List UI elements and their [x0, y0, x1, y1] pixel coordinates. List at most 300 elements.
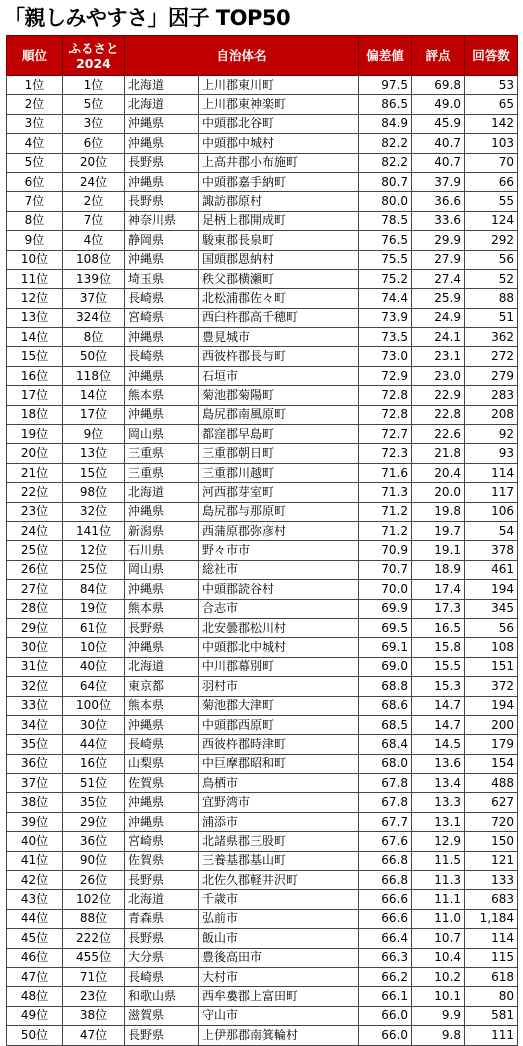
cell-score: 10.2: [412, 967, 465, 986]
cell-rank: 43位: [7, 890, 63, 909]
cell-deviation: 66.1: [359, 987, 412, 1006]
table-row: [7, 172, 518, 191]
cell-responses: 53: [465, 76, 518, 95]
cell-score: 15.5: [412, 657, 465, 676]
cell-rank: 35位: [7, 735, 63, 754]
cell-rank: 24位: [7, 521, 63, 540]
cell-municipality: 中巨摩郡昭和町: [199, 754, 359, 773]
header-responses: 回答数: [465, 36, 518, 76]
cell-deviation: 66.4: [359, 929, 412, 948]
cell-rank: 7位: [7, 192, 63, 211]
ranking-table: [6, 35, 518, 1046]
cell-responses: 54: [465, 521, 518, 540]
cell-rank: 17位: [7, 386, 63, 405]
cell-rank: 27位: [7, 580, 63, 599]
cell-furusato-rank: 8位: [63, 328, 125, 347]
cell-rank: 44位: [7, 909, 63, 928]
table-row: [7, 774, 518, 793]
cell-score: 9.8: [412, 1026, 465, 1045]
table-row: [7, 347, 518, 366]
cell-deviation: 67.8: [359, 774, 412, 793]
cell-prefecture: 沖縄県: [125, 405, 199, 424]
cell-furusato-rank: 23位: [63, 987, 125, 1006]
table-body: [7, 76, 518, 1046]
cell-prefecture: 沖縄県: [125, 812, 199, 831]
cell-prefecture: 北海道: [125, 76, 199, 95]
table-row: [7, 929, 518, 948]
table-row: [7, 502, 518, 521]
cell-furusato-rank: 102位: [63, 890, 125, 909]
cell-prefecture: 北海道: [125, 657, 199, 676]
cell-responses: 142: [465, 114, 518, 133]
cell-score: 25.9: [412, 289, 465, 308]
cell-rank: 48位: [7, 987, 63, 1006]
cell-prefecture: 沖縄県: [125, 328, 199, 347]
cell-score: 18.9: [412, 560, 465, 579]
cell-deviation: 70.7: [359, 560, 412, 579]
table-row: [7, 95, 518, 114]
cell-municipality: 上川郡東神楽町: [199, 95, 359, 114]
cell-responses: 108: [465, 638, 518, 657]
cell-prefecture: 山梨県: [125, 754, 199, 773]
cell-prefecture: 和歌山県: [125, 987, 199, 1006]
cell-responses: 194: [465, 696, 518, 715]
cell-rank: 37位: [7, 774, 63, 793]
cell-score: 27.9: [412, 250, 465, 269]
cell-deviation: 71.2: [359, 521, 412, 540]
cell-furusato-rank: 84位: [63, 580, 125, 599]
cell-deviation: 73.9: [359, 308, 412, 327]
cell-responses: 627: [465, 793, 518, 812]
cell-responses: 56: [465, 250, 518, 269]
cell-responses: 283: [465, 386, 518, 405]
cell-deviation: 68.5: [359, 715, 412, 734]
cell-furusato-rank: 40位: [63, 657, 125, 676]
table-row: [7, 463, 518, 482]
cell-furusato-rank: 7位: [63, 211, 125, 230]
cell-responses: 92: [465, 425, 518, 444]
cell-furusato-rank: 24位: [63, 172, 125, 191]
cell-deviation: 67.8: [359, 793, 412, 812]
cell-deviation: 68.6: [359, 696, 412, 715]
cell-responses: 114: [465, 929, 518, 948]
cell-municipality: 駿東郡長泉町: [199, 231, 359, 250]
cell-prefecture: 長野県: [125, 929, 199, 948]
cell-score: 15.3: [412, 677, 465, 696]
table-row: [7, 948, 518, 967]
cell-rank: 36位: [7, 754, 63, 773]
cell-rank: 34位: [7, 715, 63, 734]
cell-score: 13.4: [412, 774, 465, 793]
cell-deviation: 69.0: [359, 657, 412, 676]
table-row: [7, 618, 518, 637]
cell-score: 15.8: [412, 638, 465, 657]
cell-prefecture: 沖縄県: [125, 134, 199, 153]
cell-municipality: 中頭郡中城村: [199, 134, 359, 153]
table-row: [7, 521, 518, 540]
cell-score: 19.1: [412, 541, 465, 560]
cell-responses: 200: [465, 715, 518, 734]
table-row: [7, 231, 518, 250]
cell-furusato-rank: 30位: [63, 715, 125, 734]
cell-prefecture: 沖縄県: [125, 580, 199, 599]
cell-responses: 372: [465, 677, 518, 696]
cell-deviation: 75.5: [359, 250, 412, 269]
cell-responses: 52: [465, 269, 518, 288]
table-row: [7, 812, 518, 831]
table-header-row: [7, 36, 518, 76]
cell-rank: 11位: [7, 269, 63, 288]
cell-furusato-rank: 50位: [63, 347, 125, 366]
cell-deviation: 73.5: [359, 328, 412, 347]
table-row: [7, 832, 518, 851]
cell-score: 14.5: [412, 735, 465, 754]
cell-score: 19.8: [412, 502, 465, 521]
cell-furusato-rank: 10位: [63, 638, 125, 657]
cell-municipality: 宜野湾市: [199, 793, 359, 812]
cell-municipality: 菊池郡菊陽町: [199, 386, 359, 405]
cell-prefecture: 長崎県: [125, 289, 199, 308]
cell-rank: 25位: [7, 541, 63, 560]
cell-responses: 488: [465, 774, 518, 793]
table-row: [7, 696, 518, 715]
cell-rank: 39位: [7, 812, 63, 831]
cell-responses: 345: [465, 599, 518, 618]
cell-prefecture: 熊本県: [125, 599, 199, 618]
cell-furusato-rank: 2位: [63, 192, 125, 211]
cell-responses: 88: [465, 289, 518, 308]
cell-prefecture: 長崎県: [125, 347, 199, 366]
cell-deviation: 66.3: [359, 948, 412, 967]
cell-rank: 31位: [7, 657, 63, 676]
table-row: [7, 987, 518, 1006]
cell-deviation: 72.8: [359, 386, 412, 405]
cell-responses: 683: [465, 890, 518, 909]
table-row: [7, 793, 518, 812]
cell-furusato-rank: 100位: [63, 696, 125, 715]
table-row: [7, 754, 518, 773]
table-row: [7, 114, 518, 133]
cell-furusato-rank: 5位: [63, 95, 125, 114]
table-row: [7, 153, 518, 172]
cell-responses: 194: [465, 580, 518, 599]
table-row: [7, 405, 518, 424]
cell-deviation: 78.5: [359, 211, 412, 230]
cell-responses: 80: [465, 987, 518, 1006]
cell-furusato-rank: 90位: [63, 851, 125, 870]
cell-prefecture: 北海道: [125, 95, 199, 114]
cell-score: 36.6: [412, 192, 465, 211]
cell-prefecture: 北海道: [125, 483, 199, 502]
table-row: [7, 1026, 518, 1045]
cell-prefecture: 神奈川県: [125, 211, 199, 230]
cell-score: 17.4: [412, 580, 465, 599]
cell-prefecture: 三重県: [125, 463, 199, 482]
cell-responses: 378: [465, 541, 518, 560]
cell-municipality: 中頭郡西原町: [199, 715, 359, 734]
cell-responses: 106: [465, 502, 518, 521]
cell-prefecture: 熊本県: [125, 696, 199, 715]
cell-prefecture: 沖縄県: [125, 715, 199, 734]
cell-prefecture: 長野県: [125, 192, 199, 211]
cell-responses: 208: [465, 405, 518, 424]
table-row: [7, 967, 518, 986]
table-row: [7, 211, 518, 230]
cell-furusato-rank: 61位: [63, 618, 125, 637]
table-row: [7, 328, 518, 347]
cell-prefecture: 沖縄県: [125, 366, 199, 385]
cell-deviation: 67.7: [359, 812, 412, 831]
cell-prefecture: 三重県: [125, 444, 199, 463]
table-row: [7, 890, 518, 909]
cell-deviation: 69.5: [359, 618, 412, 637]
cell-responses: 133: [465, 871, 518, 890]
cell-deviation: 69.9: [359, 599, 412, 618]
cell-municipality: 大村市: [199, 967, 359, 986]
cell-score: 20.0: [412, 483, 465, 502]
cell-prefecture: 長野県: [125, 618, 199, 637]
table-row: [7, 851, 518, 870]
cell-score: 22.6: [412, 425, 465, 444]
cell-prefecture: 長野県: [125, 871, 199, 890]
cell-prefecture: 宮崎県: [125, 832, 199, 851]
cell-rank: 12位: [7, 289, 63, 308]
cell-furusato-rank: 35位: [63, 793, 125, 812]
cell-rank: 10位: [7, 250, 63, 269]
cell-furusato-rank: 455位: [63, 948, 125, 967]
cell-deviation: 72.9: [359, 366, 412, 385]
cell-deviation: 75.2: [359, 269, 412, 288]
table-row: [7, 715, 518, 734]
cell-municipality: 合志市: [199, 599, 359, 618]
cell-score: 11.5: [412, 851, 465, 870]
table-row: [7, 909, 518, 928]
cell-municipality: 島尻郡南風原町: [199, 405, 359, 424]
cell-furusato-rank: 26位: [63, 871, 125, 890]
table-row: [7, 289, 518, 308]
cell-score: 40.7: [412, 153, 465, 172]
cell-furusato-rank: 324位: [63, 308, 125, 327]
cell-score: 20.4: [412, 463, 465, 482]
cell-rank: 6位: [7, 172, 63, 191]
cell-furusato-rank: 88位: [63, 909, 125, 928]
cell-deviation: 69.1: [359, 638, 412, 657]
cell-score: 11.1: [412, 890, 465, 909]
cell-prefecture: 長野県: [125, 1026, 199, 1045]
cell-municipality: 浦添市: [199, 812, 359, 831]
cell-score: 37.9: [412, 172, 465, 191]
cell-prefecture: 沖縄県: [125, 793, 199, 812]
table-row: [7, 76, 518, 95]
cell-furusato-rank: 4位: [63, 231, 125, 250]
cell-prefecture: 滋賀県: [125, 1006, 199, 1025]
cell-municipality: 中頭郡北谷町: [199, 114, 359, 133]
cell-prefecture: 熊本県: [125, 386, 199, 405]
cell-deviation: 68.4: [359, 735, 412, 754]
cell-score: 9.9: [412, 1006, 465, 1025]
cell-rank: 21位: [7, 463, 63, 482]
cell-furusato-rank: 47位: [63, 1026, 125, 1045]
cell-furusato-rank: 14位: [63, 386, 125, 405]
cell-furusato-rank: 25位: [63, 560, 125, 579]
table-row: [7, 386, 518, 405]
cell-score: 23.0: [412, 366, 465, 385]
cell-responses: 114: [465, 463, 518, 482]
cell-deviation: 82.2: [359, 153, 412, 172]
cell-prefecture: 宮崎県: [125, 308, 199, 327]
cell-responses: 151: [465, 657, 518, 676]
cell-rank: 30位: [7, 638, 63, 657]
cell-deviation: 70.0: [359, 580, 412, 599]
cell-municipality: 千歳市: [199, 890, 359, 909]
cell-municipality: 都窪郡早島町: [199, 425, 359, 444]
cell-municipality: 河西郡芽室町: [199, 483, 359, 502]
cell-responses: 103: [465, 134, 518, 153]
cell-furusato-rank: 12位: [63, 541, 125, 560]
cell-responses: 150: [465, 832, 518, 851]
cell-prefecture: 大分県: [125, 948, 199, 967]
cell-rank: 50位: [7, 1026, 63, 1045]
cell-prefecture: 新潟県: [125, 521, 199, 540]
cell-deviation: 66.8: [359, 851, 412, 870]
cell-score: 13.1: [412, 812, 465, 831]
cell-municipality: 秩父郡横瀬町: [199, 269, 359, 288]
cell-municipality: 上伊那郡南箕輪村: [199, 1026, 359, 1045]
cell-deviation: 73.0: [359, 347, 412, 366]
header-rank: 順位: [7, 36, 63, 76]
cell-responses: 124: [465, 211, 518, 230]
cell-municipality: 西彼杵郡長与町: [199, 347, 359, 366]
header-furusato-line1: ふるさと: [68, 40, 119, 56]
cell-furusato-rank: 19位: [63, 599, 125, 618]
cell-responses: 154: [465, 754, 518, 773]
cell-municipality: 弘前市: [199, 909, 359, 928]
cell-rank: 38位: [7, 793, 63, 812]
cell-furusato-rank: 20位: [63, 153, 125, 172]
cell-furusato-rank: 108位: [63, 250, 125, 269]
cell-prefecture: 沖縄県: [125, 172, 199, 191]
cell-municipality: 北安曇郡松川村: [199, 618, 359, 637]
cell-furusato-rank: 16位: [63, 754, 125, 773]
cell-municipality: 豊後高田市: [199, 948, 359, 967]
cell-rank: 20位: [7, 444, 63, 463]
cell-rank: 45位: [7, 929, 63, 948]
header-municipality: 自治体名: [125, 36, 359, 76]
cell-score: 11.3: [412, 871, 465, 890]
cell-responses: 292: [465, 231, 518, 250]
cell-municipality: 西牟婁郡上富田町: [199, 987, 359, 1006]
table-row: [7, 677, 518, 696]
cell-municipality: 菊池郡大津町: [199, 696, 359, 715]
cell-rank: 3位: [7, 114, 63, 133]
table-row: [7, 871, 518, 890]
cell-deviation: 68.0: [359, 754, 412, 773]
cell-rank: 23位: [7, 502, 63, 521]
cell-score: 45.9: [412, 114, 465, 133]
cell-deviation: 76.5: [359, 231, 412, 250]
cell-responses: 70: [465, 153, 518, 172]
cell-score: 24.9: [412, 308, 465, 327]
cell-rank: 4位: [7, 134, 63, 153]
cell-deviation: 72.8: [359, 405, 412, 424]
cell-deviation: 74.4: [359, 289, 412, 308]
cell-rank: 9位: [7, 231, 63, 250]
cell-municipality: 北松浦郡佐々町: [199, 289, 359, 308]
cell-score: 10.1: [412, 987, 465, 1006]
cell-score: 22.9: [412, 386, 465, 405]
table-row: [7, 134, 518, 153]
cell-municipality: 三重郡朝日町: [199, 444, 359, 463]
cell-deviation: 71.3: [359, 483, 412, 502]
cell-score: 16.5: [412, 618, 465, 637]
cell-score: 49.0: [412, 95, 465, 114]
table-row: [7, 192, 518, 211]
cell-deviation: 66.0: [359, 1026, 412, 1045]
cell-deviation: 82.2: [359, 134, 412, 153]
table-row: [7, 638, 518, 657]
cell-responses: 618: [465, 967, 518, 986]
table-row: [7, 1006, 518, 1025]
cell-deviation: 86.5: [359, 95, 412, 114]
cell-furusato-rank: 118位: [63, 366, 125, 385]
cell-score: 11.0: [412, 909, 465, 928]
cell-municipality: 上川郡東川町: [199, 76, 359, 95]
cell-responses: 272: [465, 347, 518, 366]
cell-rank: 16位: [7, 366, 63, 385]
table-row: [7, 580, 518, 599]
cell-rank: 28位: [7, 599, 63, 618]
cell-municipality: 豊見城市: [199, 328, 359, 347]
table-row: [7, 735, 518, 754]
cell-municipality: 上高井郡小布施町: [199, 153, 359, 172]
cell-score: 12.9: [412, 832, 465, 851]
cell-municipality: 西蒲原郡弥彦村: [199, 521, 359, 540]
cell-responses: 461: [465, 560, 518, 579]
cell-deviation: 72.3: [359, 444, 412, 463]
header-score: 評点: [412, 36, 465, 76]
cell-deviation: 84.9: [359, 114, 412, 133]
cell-prefecture: 沖縄県: [125, 114, 199, 133]
cell-municipality: 島尻郡与那原町: [199, 502, 359, 521]
cell-rank: 22位: [7, 483, 63, 502]
cell-prefecture: 岡山県: [125, 425, 199, 444]
cell-prefecture: 埼玉県: [125, 269, 199, 288]
cell-municipality: 西彼杵郡時津町: [199, 735, 359, 754]
cell-rank: 15位: [7, 347, 63, 366]
cell-score: 19.7: [412, 521, 465, 540]
cell-prefecture: 東京都: [125, 677, 199, 696]
cell-prefecture: 沖縄県: [125, 638, 199, 657]
cell-rank: 47位: [7, 967, 63, 986]
cell-score: 33.6: [412, 211, 465, 230]
cell-prefecture: 岡山県: [125, 560, 199, 579]
cell-furusato-rank: 13位: [63, 444, 125, 463]
cell-prefecture: 沖縄県: [125, 250, 199, 269]
cell-furusato-rank: 141位: [63, 521, 125, 540]
cell-furusato-rank: 98位: [63, 483, 125, 502]
cell-responses: 51: [465, 308, 518, 327]
cell-furusato-rank: 1位: [63, 76, 125, 95]
cell-rank: 26位: [7, 560, 63, 579]
cell-furusato-rank: 29位: [63, 812, 125, 831]
cell-prefecture: 佐賀県: [125, 851, 199, 870]
table-row: [7, 366, 518, 385]
table-row: [7, 483, 518, 502]
cell-deviation: 71.6: [359, 463, 412, 482]
page-title: 「親しみやすさ」因子 TOP50: [4, 6, 291, 30]
cell-municipality: 中頭郡読谷村: [199, 580, 359, 599]
cell-deviation: 67.6: [359, 832, 412, 851]
